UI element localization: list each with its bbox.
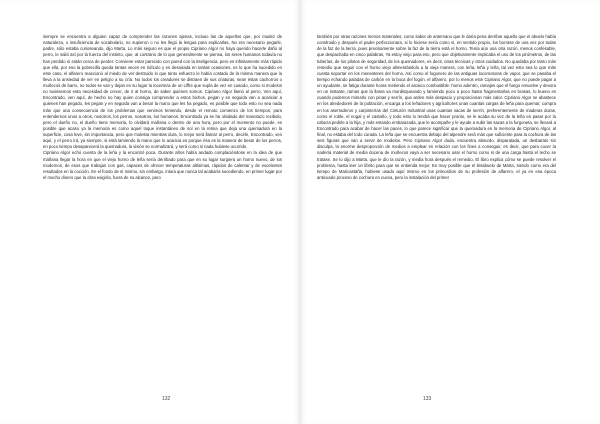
paragraph: también por otras razones menos materiales, como saber de antemano que le daría pena derribar aquello que el abuelo había construido y después el padre perfeccionara, si lo hiciese sería como si, en sentido propio, los borrase de una vez por todas de la faz de la tierra, pues precisamente sobre la faz de la tierra está el horno. Tenía aún una otra razón, menos confesable, que despachaba en cinco palabras, Ya estoy viejo para eso, pero que objetivamente implicaba el uso de los pirómetros, de las tuberías, de los pilotos de seguridad, de los quemadores, es decir, otras técnicas y otros cuidados. No quedaba por tanto más remedio que seguir con el horno viejo alimentándolo a la vieja manera, con leña, leña y leña, tal vez esto sea lo que más cuesta soportar en los menesteres del horno. Así como el fogonero de las antiguas locomotoras de vapor, que se pasaba el tiempo echando paladas de carbón en la boca del fogón, el alfarero, por lo menos este Cipriano Algor, que no puede pagar a un ayudante, se fatiga durante horas metiendo el arcaico combustible: homo adentro, ramajes que el fuego envuelve y devora en un instante, ramas que la llama va mordisqueando y lamiendo poco a poco hasta fragmentarlas en brasas, lo bueno es cuando podemos mimarlo con pinas y serrín, que arden más despacio y proporcionan más calor. Cipriano Algor se abastece en los alrededores de la población, encarga a los leñadores y agricultores unas cuantas cargas de leña para quemar, compra en los aserraderos y carpinterías del Cinturón Industrial unas cuantas sacas de serrín, preferentemente de maderas duras, como el roble, el nogal y el castaño, y todo esto lo tendrá que hacer pronto, se le acaba su vez de la leña en pasar por la cabeza pedirle a la hija, y más estando embarazada, que le acompañe y le ayude a subir las sacas a la furgoneta, se llevará a Encontrado para acabar de hacer las paces, lo que parece significar que la quemadura en la memoria de Cipriano Algor, al final, no estaba del todo curada. La leña que se encuentra debajo del alpendre será más que suficiente para la cochura de las seis figuras que van a servir de modelos. Pero Cipriano Algor duda, encuentra absurdo, disparatada, un desbarato sin disculpa, la enorme desproporción de medios a emplear en relación con los fines a conseguir, es decir, que para cocer la nadería material de media docena de muñecos vaya a ser necesario usar el horno como si de una carga hasta el techo se tratase. Se lo dijo a Marta, que le dio la razón, y media hora después el remedio, El libro explica cómo se puede resolver el problema, hasta leer un librito para que se entienda mejor. Es muy posible que el bisabuelo de Marta, siendo como era del tiempo de Maricastaña, hubiese usado aquí mismo en los primordios de su profesión de alfarero, el ya en esa época anticuado proceso de cochura en cueva, pero la instalación del primer (317, 34, 556, 180)
paragraph: siempre se encuentra a alguien capaz de comprender las razones ajenas, incluso las de aquellos que, por mudez de naturaleza, o insuficiencia de vocabulario, no supieron o no les llegó la lengua para explicarlas, No era necesario pegarle, padre, sólo estaba curioseando, dijo Marta. Lo más seguro es que el propio Cipriano Algor no haya querido hacerle daño al perro, le salió así por la fuerza del instinto, que, al contrario de lo que generalmente se piensa, los seres humanos todavía no han perdido ni están cerca de perder. Conviene estar parecido con pared con la inteligencia, pero es infinitamente más rápido que ella, por eso la pobrecilla queda tantas veces en ridículo y es desairada en tantas ocasiones, es lo que ha sucedido en este caso, el alfarero reaccionó al miedo de ver destruido lo que tanto esfuerzo le había costado de la misma manera que la lleva a la ansiedad de ver en peligro a su cría. No todos los creadores se distraen de sus criaturas, sean éstas cachorros o muñecos de barro, no todos se van y dejan en su lugar la incerteza de un ciffre que sopla de vez en cuando, como si modelos no tuviésemos esta necesidad de crecer, de ir al horno, de saber quiénes somos. Cipriano Algor llamó al perro, Ven aquí, Encontrado, ven aquí, de hecho no hay quien consiga comprender a estos bichos, pegan y en seguida van a acariciar a quienes han pegado, les pegan y en seguida van a besar la mano que les ha pegado, es posible que todo esto no sea nada más que una consecuencia de los problemas que venimos teniendo, desde el remoto comienzo de los tiempos, para entendernos unos a otros, nosotros, los perros, nosotros, los humanos. Encontrado ya se ha olvidado del manotazo recibido, pero el dueño no, el dueño tiene memoria, lo olvidará mañana o dentro de una hora, pero por el momento no puede, es posible que acaso ya la memoria es como aquel toque instantáneo de sol en la retina que deja una quemadura en la superficie, cosa leve, sin importancia, pero que molesta mientras dura, lo mejor será llamar al perro, decirle, Encontrado, ven aquí, y el perro irá, ya siempre, si está lamiendo la mano que lo acaricia es porque ésa es la manera de besar de los perros, en poco tiempo desaparecerá la quemadura, la visión se normalizará, y será como si nada hubiese ocurrido. (43, 34, 282, 150)
right-page-text (317, 34, 556, 381)
paragraph: Cipriano Algor echó cuenta de la leña y la encontró poca. Durante años había andado complaciéndose en la idea de que mañana llegar la hora en que el viejo horno de leña sería derribado para que en su lugar surgiera un horno nuevo, de los modernos, de esos que trabajan con gas, capaces de ofrecer temperaturas altísimas, rápidos de calentar y de excelentes resultados en la cocción. En el fondo de sí mismo, sin embargo, intuía que nunca tal acabaría sucediendo, en primer lugar por el mucho dinero que la obra exigiría, fuera de su alcance, pero (43, 150, 282, 180)
page-number: 132 (162, 396, 171, 402)
left-page-text (43, 34, 282, 381)
right-page (300, 0, 600, 424)
page-number: 133 (423, 396, 432, 402)
